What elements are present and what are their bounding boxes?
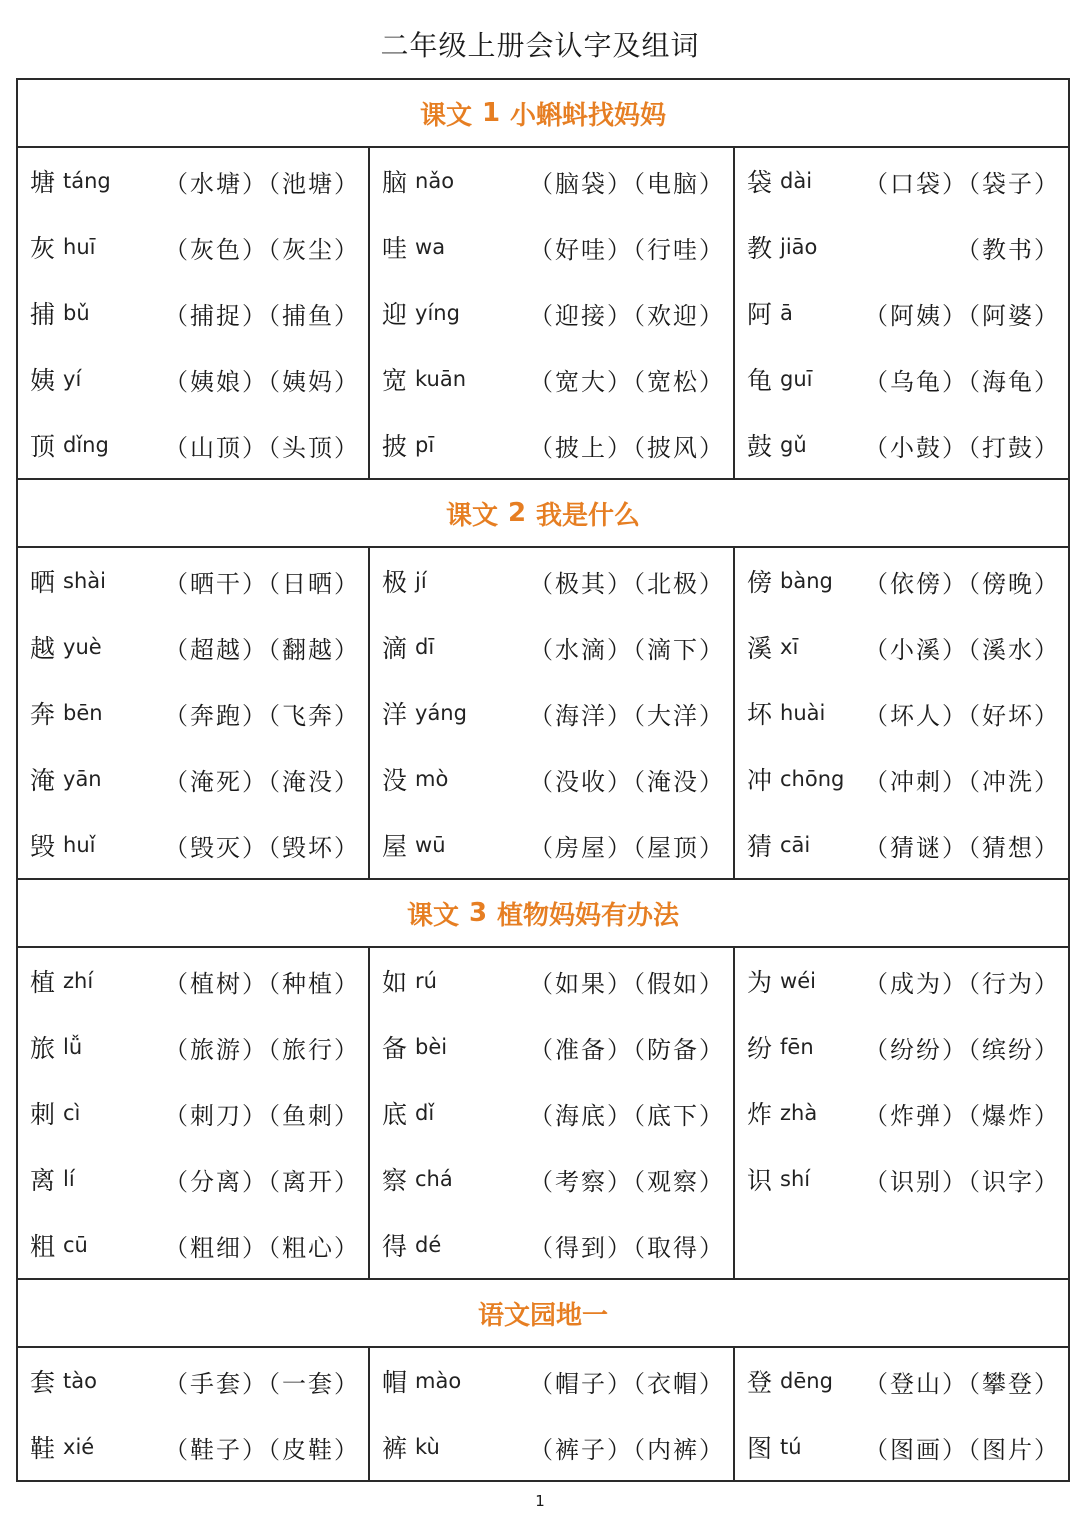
character: 备 (382, 1034, 408, 1063)
word-group: （炸弹）（爆炸） (864, 1101, 1060, 1130)
word-group: （水滴）（滴下） (529, 635, 725, 664)
character: 刺 (30, 1100, 56, 1129)
vocab-entry (735, 1080, 1068, 1146)
grid-column (733, 548, 1068, 878)
word-group: （迎接）（欢迎） (529, 301, 725, 330)
character: 淹 (30, 766, 56, 795)
character: 晒 (30, 568, 56, 597)
grid-column (368, 1348, 733, 1480)
pinyin: dēng (780, 1369, 833, 1393)
word-group: （手套）（一套） (164, 1369, 360, 1398)
vocab-entry (18, 1414, 368, 1480)
character: 傍 (747, 568, 773, 597)
vocab-entry (370, 1414, 733, 1480)
character: 图 (747, 1434, 773, 1463)
character: 冲 (747, 766, 773, 795)
word-group: （小鼓）（打鼓） (864, 433, 1060, 462)
vocab-entry (735, 412, 1068, 478)
character: 纷 (747, 1034, 773, 1063)
character: 哇 (382, 234, 408, 263)
word-group: （淹死）（淹没） (164, 767, 360, 796)
vocab-entry (18, 1212, 368, 1278)
vocab-entry (735, 346, 1068, 412)
word-group: （分离）（离开） (164, 1167, 360, 1196)
vocab-entry (18, 812, 368, 878)
vocab-entry (370, 746, 733, 812)
character: 越 (30, 634, 56, 663)
pinyin: zhí (63, 969, 94, 993)
pinyin: mào (415, 1369, 462, 1393)
word-group: （考察）（观察） (529, 1167, 725, 1196)
word-group: （帽子）（衣帽） (529, 1369, 725, 1398)
pinyin: jí (415, 569, 427, 593)
word-group: （脑袋）（电脑） (529, 169, 725, 198)
character: 塘 (30, 168, 56, 197)
vocab-entry (370, 1348, 733, 1414)
word-group: （阿姨）（阿婆） (864, 301, 1060, 330)
vocab-entry (735, 1212, 1068, 1278)
pinyin: dǐng (63, 433, 109, 457)
grid-column (18, 948, 368, 1278)
word-group: （准备）（防备） (529, 1035, 725, 1064)
pinyin: wéi (780, 969, 816, 993)
character: 得 (382, 1232, 408, 1261)
word-group: （没收）（淹没） (529, 767, 725, 796)
vocab-entry (370, 548, 733, 614)
vocab-entry (18, 746, 368, 812)
vocab-entry (370, 614, 733, 680)
pinyin: yí (63, 367, 82, 391)
grid-column (368, 948, 733, 1278)
vocab-entry (735, 680, 1068, 746)
word-group: （海洋）（大洋） (529, 701, 725, 730)
word-group: （粗细）（粗心） (164, 1233, 360, 1262)
pinyin: dé (415, 1233, 442, 1257)
character: 坏 (747, 700, 773, 729)
vocab-entry (370, 1146, 733, 1212)
vocab-entry (735, 1348, 1068, 1414)
pinyin: bēn (63, 701, 103, 725)
character: 如 (382, 968, 408, 997)
character: 披 (382, 432, 408, 461)
pinyin: mò (415, 767, 449, 791)
pinyin: dǐ (415, 1101, 435, 1125)
pinyin: ā (780, 301, 793, 325)
pinyin: yíng (415, 301, 460, 325)
character: 毁 (30, 832, 56, 861)
pinyin: wa (415, 235, 446, 259)
word-group: （成为）（行为） (864, 969, 1060, 998)
pinyin: shài (63, 569, 106, 593)
word-group: （水塘）（池塘） (164, 169, 360, 198)
character: 察 (382, 1166, 408, 1195)
section-heading (18, 480, 1068, 548)
character: 姨 (30, 366, 56, 395)
page-title: 二年级上册会认字及组词 (380, 29, 700, 62)
word-group: （好哇）（行哇） (529, 235, 725, 264)
vocab-entry (18, 1080, 368, 1146)
character: 裤 (382, 1434, 408, 1463)
vocab-entry (18, 548, 368, 614)
pinyin: dài (780, 169, 813, 193)
page-number: 1 (535, 1492, 545, 1510)
section-grid (18, 148, 1068, 480)
pinyin: cāi (780, 833, 811, 857)
vocab-entry (370, 148, 733, 214)
grid-column (733, 1348, 1068, 1480)
grid-column (18, 548, 368, 878)
vocab-entry (18, 148, 368, 214)
word-group: （识别）（识字） (864, 1167, 1060, 1196)
vocab-entry (370, 680, 733, 746)
section-label: 课文 (406, 900, 459, 931)
character: 教 (747, 234, 773, 263)
character: 灰 (30, 234, 56, 263)
word-group: （房屋）（屋顶） (529, 833, 725, 862)
word-group: （宽大）（宽松） (529, 367, 725, 396)
vocab-entry (370, 346, 733, 412)
word-group: （披上）（披风） (529, 433, 725, 462)
vocab-entry (735, 1014, 1068, 1080)
pinyin: cì (63, 1101, 81, 1125)
pinyin: táng (63, 169, 111, 193)
pinyin: chōng (780, 767, 845, 791)
word-group: （坏人）（好坏） (864, 701, 1060, 730)
vocab-entry (370, 1080, 733, 1146)
pinyin: dī (415, 635, 435, 659)
vocab-entry (735, 614, 1068, 680)
word-group: （刺刀）（鱼刺） (164, 1101, 360, 1130)
section-name: 植物妈妈有办法 (497, 900, 680, 931)
vocab-entry (370, 214, 733, 280)
vocab-entry (18, 680, 368, 746)
word-group: （毁灭）（毁坏） (164, 833, 360, 862)
word-group: （山顶）（头顶） (164, 433, 360, 462)
word-group: （教书） (956, 235, 1060, 264)
vocab-entry (18, 614, 368, 680)
vocab-entry (370, 1212, 733, 1278)
grid-column (368, 548, 733, 878)
pinyin: gǔ (780, 433, 807, 457)
section-name: 我是什么 (536, 500, 641, 531)
vocab-entry (735, 280, 1068, 346)
character: 脑 (382, 168, 408, 197)
pinyin: tú (780, 1435, 802, 1459)
pinyin: jiāo (780, 235, 818, 259)
grid-column (368, 148, 733, 478)
vocab-entry (18, 280, 368, 346)
word-group: （图画）（图片） (864, 1435, 1060, 1464)
pinyin: yáng (415, 701, 467, 725)
character: 识 (747, 1166, 773, 1195)
section-grid (18, 548, 1068, 880)
pinyin: xī (780, 635, 799, 659)
vocab-entry (735, 1146, 1068, 1212)
word-group: （纷纷）（缤纷） (864, 1035, 1060, 1064)
pinyin: nǎo (415, 169, 455, 193)
pinyin: bèi (415, 1035, 448, 1059)
word-group: （奔跑）（飞奔） (164, 701, 360, 730)
vocab-entry (18, 412, 368, 478)
word-group: （依傍）（傍晚） (864, 569, 1060, 598)
character: 屋 (382, 832, 408, 861)
word-group: （小溪）（溪水） (864, 635, 1060, 664)
word-group: （晒干）（日晒） (164, 569, 360, 598)
word-group: （猜谜）（猜想） (864, 833, 1060, 862)
vocab-entry (18, 1014, 368, 1080)
vocab-entry (370, 280, 733, 346)
character: 猜 (747, 832, 773, 861)
pinyin: yān (63, 767, 102, 791)
word-group: （裤子）（内裤） (529, 1435, 725, 1464)
pinyin: huī (63, 235, 96, 259)
pinyin: fēn (780, 1035, 814, 1059)
pinyin: zhà (780, 1101, 818, 1125)
pinyin: rú (415, 969, 437, 993)
pinyin: lí (63, 1167, 75, 1191)
vocab-entry (735, 948, 1068, 1014)
pinyin: wū (415, 833, 446, 857)
vocab-entry (735, 812, 1068, 878)
pinyin: bǔ (63, 301, 90, 325)
section-label: 课文 (419, 100, 472, 131)
section-number: 3 (468, 898, 488, 928)
word-group: （乌龟）（海龟） (864, 367, 1060, 396)
vocab-entry (735, 214, 1068, 280)
word-group: （极其）（北极） (529, 569, 725, 598)
section-grid (18, 948, 1068, 1280)
section-heading (18, 80, 1068, 148)
pinyin: yuè (63, 635, 102, 659)
grid-column (733, 148, 1068, 478)
grid-column (18, 148, 368, 478)
pinyin: huǐ (63, 833, 96, 857)
character: 滴 (382, 634, 408, 663)
character: 为 (747, 968, 773, 997)
word-group: （姨娘）（姨妈） (164, 367, 360, 396)
character: 离 (30, 1166, 56, 1195)
word-group: （捕捉）（捕鱼） (164, 301, 360, 330)
vocab-entry (735, 1414, 1068, 1480)
character: 袋 (747, 168, 773, 197)
section-grid (18, 1348, 1068, 1480)
pinyin: pī (415, 433, 435, 457)
character: 阿 (747, 300, 773, 329)
word-group: （口袋）（袋子） (864, 169, 1060, 198)
pinyin: tào (63, 1369, 97, 1393)
section-label: 课文 (445, 500, 498, 531)
vocab-entry (18, 1348, 368, 1414)
character: 洋 (382, 700, 408, 729)
word-group: （超越）（翻越） (164, 635, 360, 664)
word-group: （灰色）（灰尘） (164, 235, 360, 264)
character: 迎 (382, 300, 408, 329)
word-group: （冲刺）（冲洗） (864, 767, 1060, 796)
pinyin: lǚ (63, 1035, 83, 1059)
pinyin: kuān (415, 367, 467, 391)
vocab-entry (735, 148, 1068, 214)
word-group: （登山）（攀登） (864, 1369, 1060, 1398)
word-group: （海底）（底下） (529, 1101, 725, 1130)
vocab-entry (18, 346, 368, 412)
character: 鼓 (747, 432, 773, 461)
section-label: 语文园地一 (477, 1300, 608, 1331)
vocab-entry (18, 948, 368, 1014)
character: 帽 (382, 1368, 408, 1397)
character: 鞋 (30, 1434, 56, 1463)
vocab-table (16, 78, 1070, 1482)
pinyin: kù (415, 1435, 440, 1459)
vocab-entry (18, 1146, 368, 1212)
word-group: （旅游）（旅行） (164, 1035, 360, 1064)
character: 登 (747, 1368, 773, 1397)
pinyin: bàng (780, 569, 833, 593)
pinyin: shí (780, 1167, 811, 1191)
character: 龟 (747, 366, 773, 395)
pinyin: xié (63, 1435, 95, 1459)
character: 底 (382, 1100, 408, 1129)
section-heading (18, 1280, 1068, 1348)
grid-column (18, 1348, 368, 1480)
pinyin: chá (415, 1167, 453, 1191)
vocab-entry (735, 548, 1068, 614)
character: 宽 (382, 366, 408, 395)
section-number: 1 (481, 98, 501, 128)
character: 顶 (30, 432, 56, 461)
vocab-entry (18, 214, 368, 280)
vocab-entry (370, 948, 733, 1014)
character: 炸 (747, 1100, 773, 1129)
character: 套 (30, 1368, 56, 1397)
word-group: （得到）（取得） (529, 1233, 725, 1262)
character: 溪 (747, 634, 773, 663)
word-group: （鞋子）（皮鞋） (164, 1435, 360, 1464)
character: 粗 (30, 1232, 56, 1261)
vocab-entry (735, 746, 1068, 812)
section-number: 2 (507, 498, 527, 528)
grid-column (733, 948, 1068, 1278)
word-group: （植树）（种植） (164, 969, 360, 998)
character: 奔 (30, 700, 56, 729)
character: 捕 (30, 300, 56, 329)
character: 植 (30, 968, 56, 997)
word-group: （如果）（假如） (529, 969, 725, 998)
pinyin: cū (63, 1233, 88, 1257)
character: 旅 (30, 1034, 56, 1063)
pinyin: huài (780, 701, 826, 725)
vocab-entry (370, 812, 733, 878)
vocab-entry (370, 1014, 733, 1080)
pinyin: guī (780, 367, 813, 391)
section-heading (18, 880, 1068, 948)
vocab-entry (370, 412, 733, 478)
character: 极 (382, 568, 408, 597)
section-name: 小蝌蚪找妈妈 (510, 100, 667, 131)
character: 没 (382, 766, 408, 795)
